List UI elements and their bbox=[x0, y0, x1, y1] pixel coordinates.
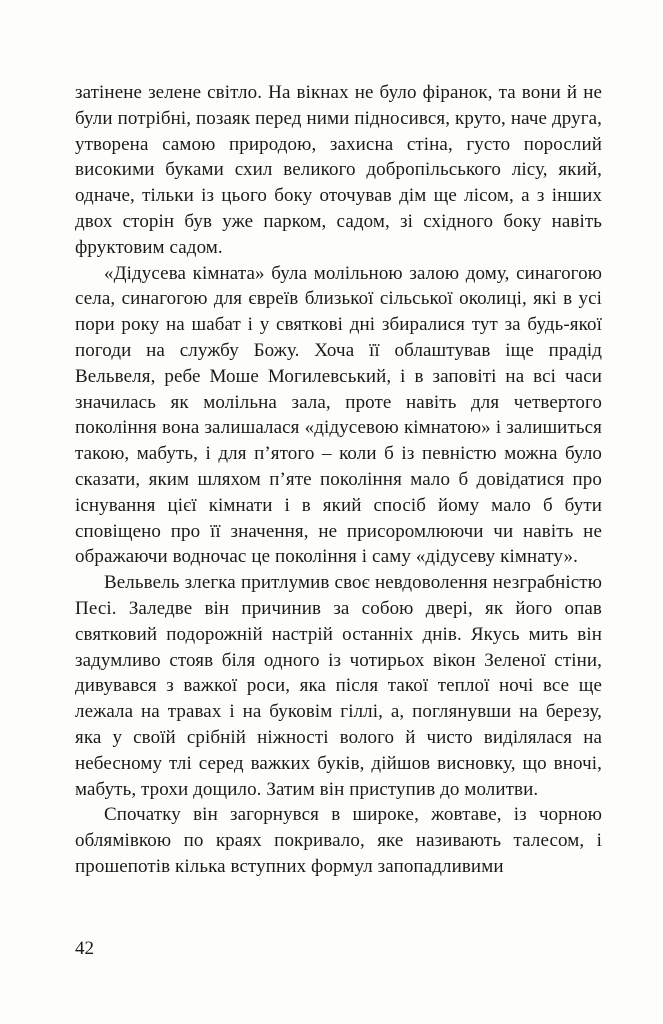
paragraph: Спочатку він загорнувся в широке, жовтаве, із чорною облямівкою по краях покривало, яке називають талесом, і прошепотів кілька вступних формул запопадливими bbox=[75, 804, 602, 877]
page-text bbox=[75, 80, 602, 880]
paragraph: затінене зелене світло. На вікнах не було фіранок, та вони й не були потрібні, позаяк перед ними підносився, круто, наче друга, утворена самою природою, захисна стіна, густо порослий високими буками схил великого добропільського лісу, який, одначе, тільки із цього боку оточував дім ще лісом, а з інших двох сторін був уже парком, садом, зі східного боку навіть фруктовим садом. bbox=[75, 82, 602, 258]
paragraph: «Дідусева кімната» була молільною залою дому, синагогою села, синагогою для євреїв близької сільської околиці, які в усі пори року на шабат і у святкові дні збиралися тут за будь-якої погоди на службу Божу. Хоча її облаштував іще прадід Вельвеля, ребе Моше Могилевський, і в заповіті на всі часи значилась як молільна зала, проте навіть для четвертого покоління вона залишалася «дідусевою кімнатою» і залишиться такою, мабуть, і для п’ятого – коли б із певністю можна було сказати, яким шляхом п’яте покоління мало б довідатися про існування цієї кімнати і в який спосіб йому мало б бути сповіщено про її значення, не присоромлюючи чи навіть не ображаючи водночас це покоління і саму «дідусеву кімнату». bbox=[75, 262, 602, 568]
page-number: 42 bbox=[75, 938, 94, 959]
paragraph: Вельвель злегка притлумив своє невдоволення незграбністю Песі. Заледве він причинив за собою двері, як його опав святковий подорожній настрій останніх днів. Якусь мить він задумливо стояв біля одного із чотирьох вікон Зеленої стіни, дивувався з важкої роси, яка після такої теплої ночі все ще лежала на травах і на буковім гіллі, а, поглянувши на березу, яка у своїй срібній ніжності волого й чисто виділялася на небесному тлі серед важких буків, дійшов висновку, що вночі, мабуть, трохи дощило. Затим він приступив до молитви. bbox=[75, 572, 602, 800]
